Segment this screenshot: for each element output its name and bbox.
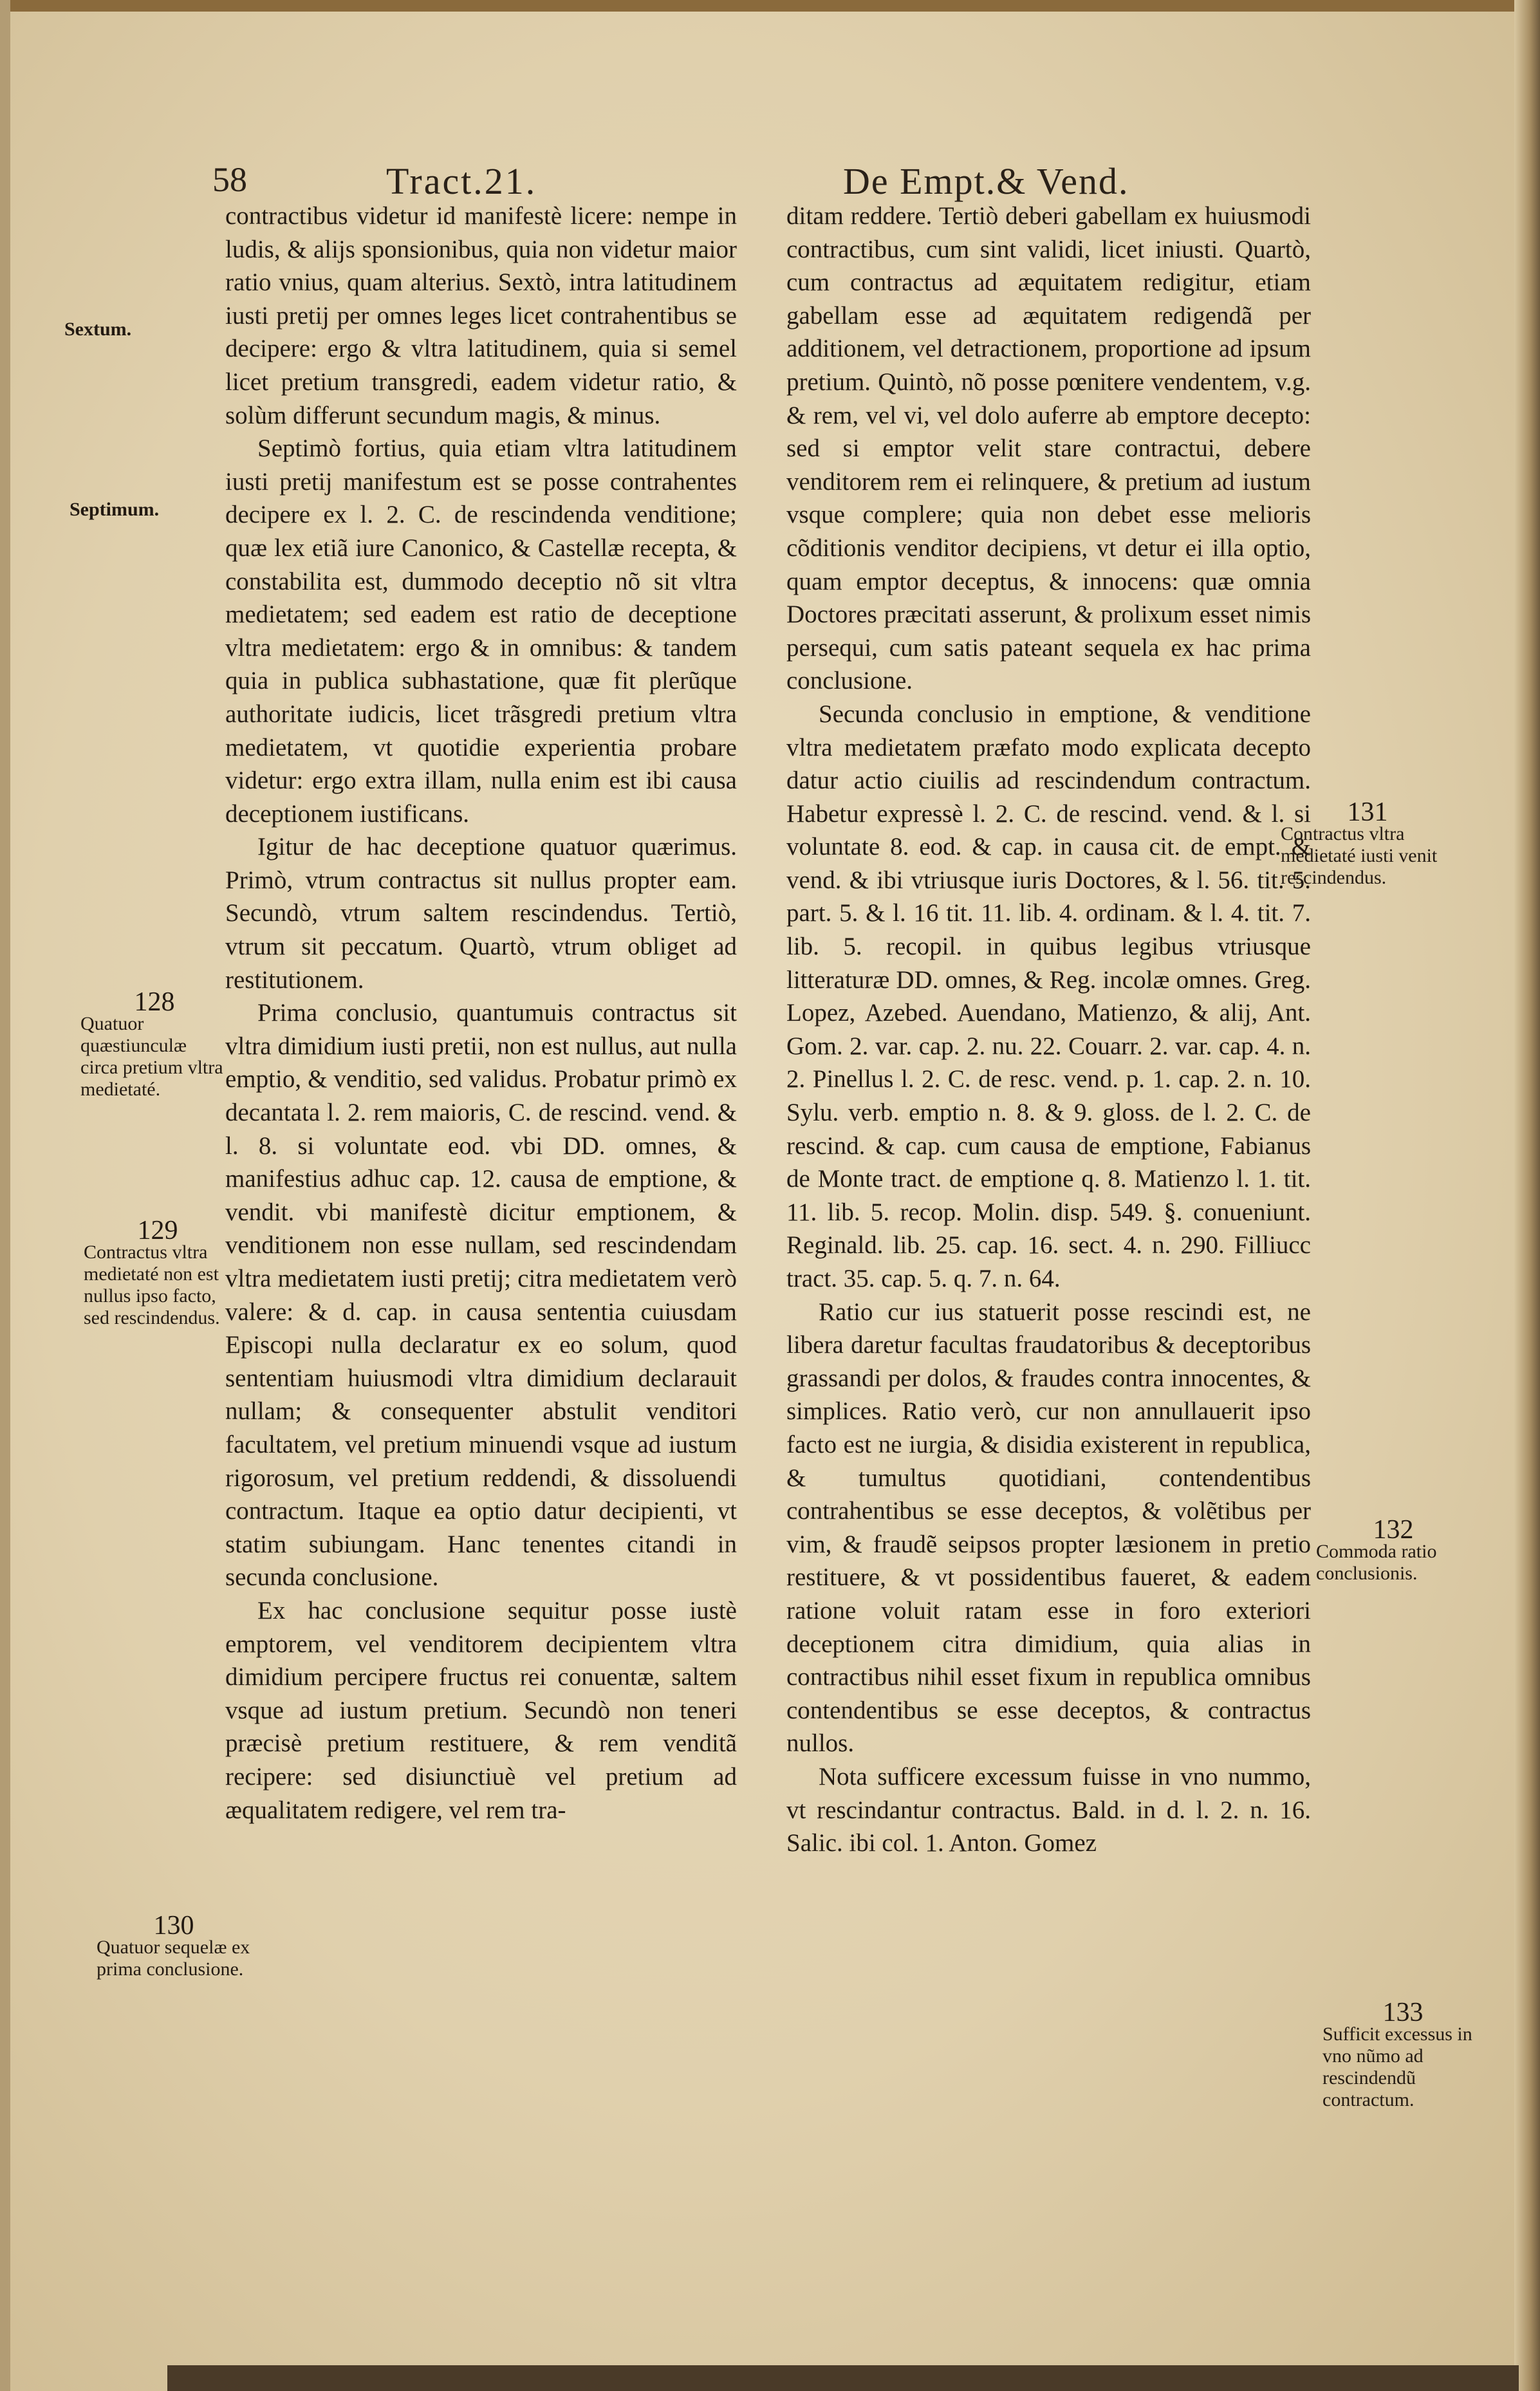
running-head-tract: Tract.21. [386, 160, 537, 202]
page-number: 58 [212, 160, 247, 199]
margin-number: 132 [1373, 1515, 1414, 1545]
margin-label-sextum: Sextum. [64, 319, 132, 340]
margin-number: 133 [1382, 1998, 1424, 2027]
margin-note-129 [84, 1216, 232, 1329]
margin-number: 129 [137, 1216, 178, 1245]
margin-number: 131 [1347, 797, 1388, 827]
page-right-edge [1514, 0, 1540, 2391]
margin-text: Contractus vltra medietaté iusti venit rescindendus. [1281, 823, 1438, 888]
margin-note-131 [1281, 797, 1454, 889]
paragraph: Nota sufficere excessum fuisse in vno nummo, vt rescindantur contractus. Bald. in d. l. 2. n. 16. Salic. ibi col. 1. Anton. Gomez [786, 1762, 1311, 1857]
margin-number: 128 [134, 987, 175, 1017]
margin-text: Quatuor sequelæ ex prima conclusione. [97, 1937, 250, 1980]
paragraph: ditam reddere. Tertiò deberi gabellam ex huiusmodi contractibus, cum sint validi, licet iniusti. Quartò, cum contractus ad æquitatem redigitur, etiam gabellam esse ad æquitatem redigendã per additionem, vel detractionem, proportione ad ipsum pretium. Quintò, nõ posse pœnitere vendentem, v.g. & rem, vel vi, vel dolo auferre ab emptore decepto: sed si emptor velit stare contractui, debere venditorem rem ei relinquere, & pretium ad iustum vsque complere; quia non debet esse melioris cõditionis venditor decipiens, vt detur ei illa optio, quam emptor deceptus, & innocens: quæ omnia Doctores præcitati asserunt, & prolixum esset nimis persequi, cum satis pateant sequela ex hac prima conclusione. [786, 202, 1311, 695]
margin-note-133 [1322, 1998, 1483, 2111]
paragraph: Septimò fortius, quia etiam vltra latitudinem iusti pretij manifestum est se posse contrahentes decipere ex l. 2. C. de rescindenda venditione; quæ lex etiã iure Canonico, & Castellæ recepta, & constabilita est, dummodo deceptio nõ sit vltra medietatem; sed eadem est ratio de deceptione vltra medietatem: ergo & in omnibus: & tandem quia in publica subhastatione, quæ fit plerũque authoritate iudicis, licet trãsgredi pretium vltra medietatem, vt quotidie experientia probare videtur: ergo extra illam, nulla enim est ibi causa deceptionem iustificans. [225, 434, 737, 828]
page-bottom-edge [167, 2365, 1519, 2391]
margin-label-septimum: Septimum. [70, 499, 160, 520]
margin-note-128 [80, 987, 228, 1101]
left-text-column [225, 200, 737, 1827]
margin-text: Commoda ratio conclusionis. [1316, 1541, 1437, 1584]
paragraph: Ratio cur ius statuerit posse rescindi est, ne libera daretur facultas fraudatoribus & deceptoribus grassandi per dolos, & fraudes contra innocentes, & simplices. Ratio verò, cur non annullauerit ipso facto est ne iurgia, & disidia existerent in republica, & tumultus quotidiani, contendentibus contrahentibus se esse deceptos, & volẽtibus per vim, & fraudẽ seipsos propter læsionem in pretio restituere, & vt possidentibus faueret, & eadem ratione voluit ratam esse in foro exteriori deceptionem citra dimidium, quia alias in contractibus nihil esset fixum in republica omnibus contendentibus se esse deceptos, & contractus nullos. [786, 1298, 1311, 1758]
margin-note-132 [1316, 1515, 1470, 1585]
margin-text: Quatuor quæstiunculæ circa pretium vltra medietaté. [80, 1013, 223, 1100]
margin-number: 130 [153, 1911, 194, 1940]
margin-text: Sufficit excessus in vno nũmo ad rescindendũ contractum. [1322, 2024, 1472, 2110]
paragraph: Prima conclusio, quantumuis contractus sit vltra dimidium iusti pretii, non est nullus, aut nulla emptio, & venditio, sed validus. Probatur primò ex decantata l. 2. rem maioris, C. de rescind. vend. & l. 8. si voluntate eod. vbi DD. omnes, & manifestius adhuc cap. 12. causa de emptione, & vendit. vbi manifestè dicitur emptionem, & venditionem non esse nullam, sed rescindendam vltra medietatem iusti pretij; citra medietatem verò valere: & d. cap. in causa sententia cuiusdam Episcopi nulla declaratur ex eo solum, quod sententiam huiusmodi vltra dimidium declarauit nullam; & consequenter abstulit venditori facultatem, vel pretium minuendi vsque ad iustum rigorosum, vel pretium reddendi, & dissoluendi contractum. Itaque ea optio datur decipienti, vt statim subiungam. Hanc tenentes citandi in secunda conclusione. [225, 999, 737, 1592]
page-left-edge [0, 0, 10, 2391]
page-top-edge [0, 0, 1540, 12]
running-head-title: De Empt.& Vend. [843, 160, 1129, 202]
right-text-column [786, 200, 1311, 1860]
paragraph: Secunda conclusio in emptione, & venditione vltra medietatem præfato modo explicata decepto datur actio ciuilis ad rescindendum contractum. Habetur expressè l. 2. C. de rescind. vend. & l. si voluntate 8. eod. & cap. in causa cit. de empt. & vend. & ibi vtriusque iuris Doctores, & l. 56. tit. 5. part. 5. & l. 16 tit. 11. lib. 4. ordinam. & l. 4. tit. 7. lib. 5. recopil. in quibus legibus vtriusque litteraturæ DD. omnes, & Reg. incolæ omnes. Greg. Lopez, Azebed. Auendano, Matienzo, & alij, Ant. Gom. 2. var. cap. 2. nu. 22. Couarr. 2. var. cap. 4. n. 2. Pinellus l. 2. C. de resc. vend. p. 1. cap. 2. n. 10. Sylu. verb. emptio n. 8. & 9. gloss. de l. 2. C. de rescind. & cap. cum causa de emptione, Fabianus de Monte tract. de emptione q. 8. Matienzo l. 1. tit. 11. lib. 5. recop. Molin. disp. 549. §. conueniunt. Reginald. lib. 25. cap. 16. sect. 4. n. 290. Filliucc tract. 35. cap. 5. q. 7. n. 64. [786, 700, 1311, 1292]
paragraph: Ex hac conclusione sequitur posse iustè emptorem, vel venditorem decipientem vltra dimidium percipere fructus rei conuentæ, saltem vsque ad iustum pretium. Secundò non teneri præcisè pretium restituere, & rem venditã recipere: sed disiunctiuè vel pretium ad æqualitatem redigere, vel rem tra- [225, 1596, 737, 1824]
margin-note-130 [97, 1911, 251, 1980]
margin-text: Contractus vltra medietaté non est nullus ipso facto, sed rescindendus. [84, 1242, 220, 1328]
paragraph: Igitur de hac deceptione quatuor quærimus. Primò, vtrum contractus sit nullus propter eam. Secundò, vtrum saltem rescindendus. Tertiò, vtrum sit peccatum. Quartò, vtrum obliget ad restitutionem. [225, 833, 737, 994]
paragraph: contractibus videtur id manifestè licere: nempe in ludis, & alijs sponsionibus, quia non videtur maior ratio vnius, quam alterius. Sextò, intra latitudinem iusti pretij per omnes leges licet contrahentibus se decipere: ergo & vltra latitudinem, quia si semel licet pretium transgredi, eadem videtur ratio, & solùm differunt secundum magis, & minus. [225, 202, 737, 429]
